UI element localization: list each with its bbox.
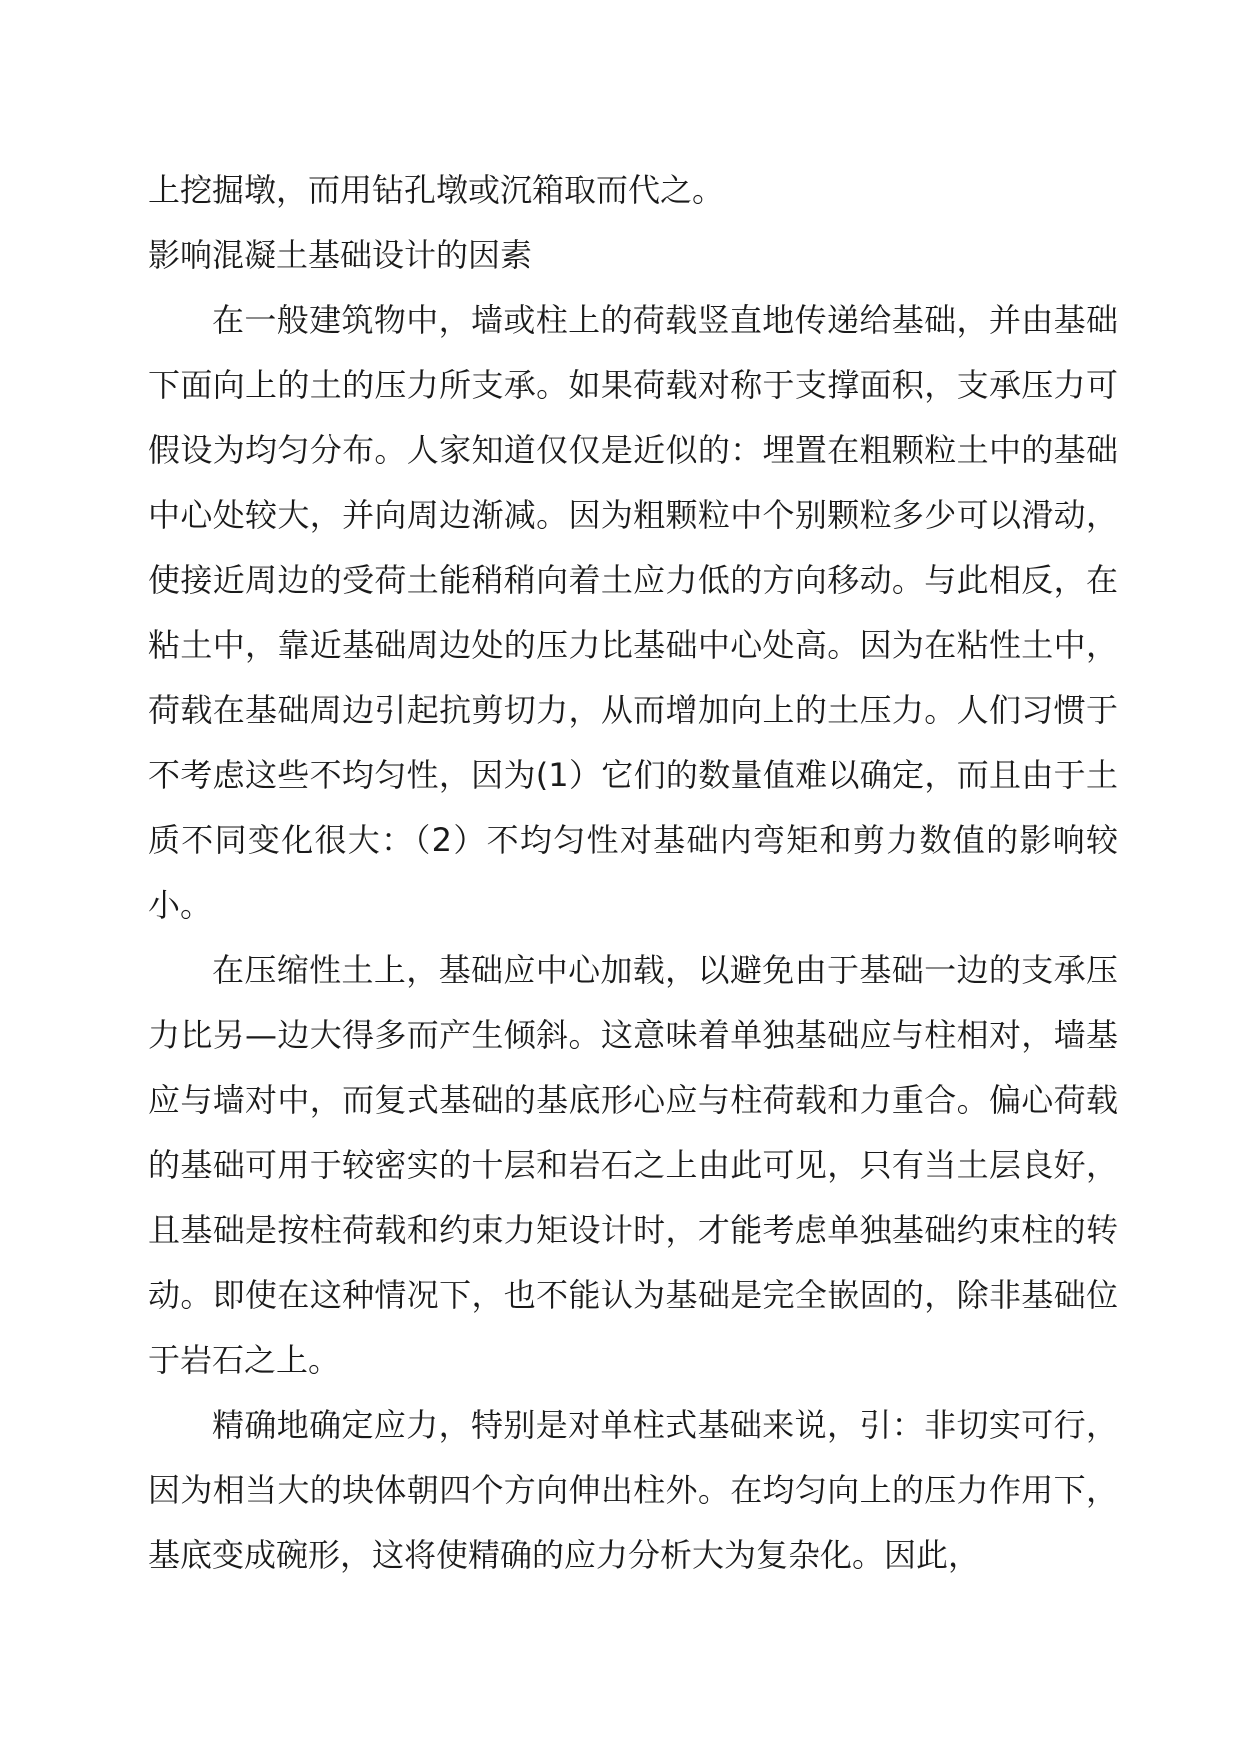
section-heading: 影响混凝土基础设计的因素 — [148, 236, 533, 274]
paragraph-1: 在一般建筑物中，墙或柱上的荷载竖直地传递给基础，并由基础下面向上的土的压力所支承。如果荷载对称于支撑面积，支承压力可假设为均匀分布。人家知道仅仅是近似的：埋置在粗颗粒土中的基础中心处较大，并向周边渐减。因为粗颗粒中个别颗粒多少可以滑动，使接近周边的受荷土能稍稍向着土应力低的方向移动。与此相反，在粘土中，靠近基础周边处的压力比基础中心处高。因为在粘性土中，荷载在基础周边引起抗剪切力，从而增加向上的土压力。人们习惯于不考虑这些不均匀性，因为(1）它们的数量值难以确定，而且由于土质不同变化很大：（2）不均匀性对基础内弯矩和剪力数值的影响较小。 — [148, 301, 1118, 924]
carryover-line: 上挖掘墩，而用钻孔墩或沉箱取而代之。 — [148, 171, 725, 209]
document-page — [148, 158, 1118, 1588]
paragraph-3: 精确地确定应力，特别是对单柱式基础来说，引：非切实可行，因为相当大的块体朝四个方向伸出柱外。在均匀向上的压力作用下，基底变成碗形，这将使精确的应力分析大为复杂化。因此， — [148, 1406, 1118, 1574]
paragraph-2: 在压缩性土上，基础应中心加载，以避免由于基础一边的支承压力比另—边大得多而产生倾斜。这意味着单独基础应与柱相对，墙基应与墙对中，而复式基础的基底形心应与柱荷载和力重合。偏心荷载的基础可用于较密实的十层和岩石之上由此可见，只有当土层良好，且基础是按柱荷载和约束力矩设计时，才能考虑单独基础约束柱的转动。即使在这种情况下，也不能认为基础是完全嵌固的，除非基础位于岩石之上。 — [148, 951, 1118, 1379]
